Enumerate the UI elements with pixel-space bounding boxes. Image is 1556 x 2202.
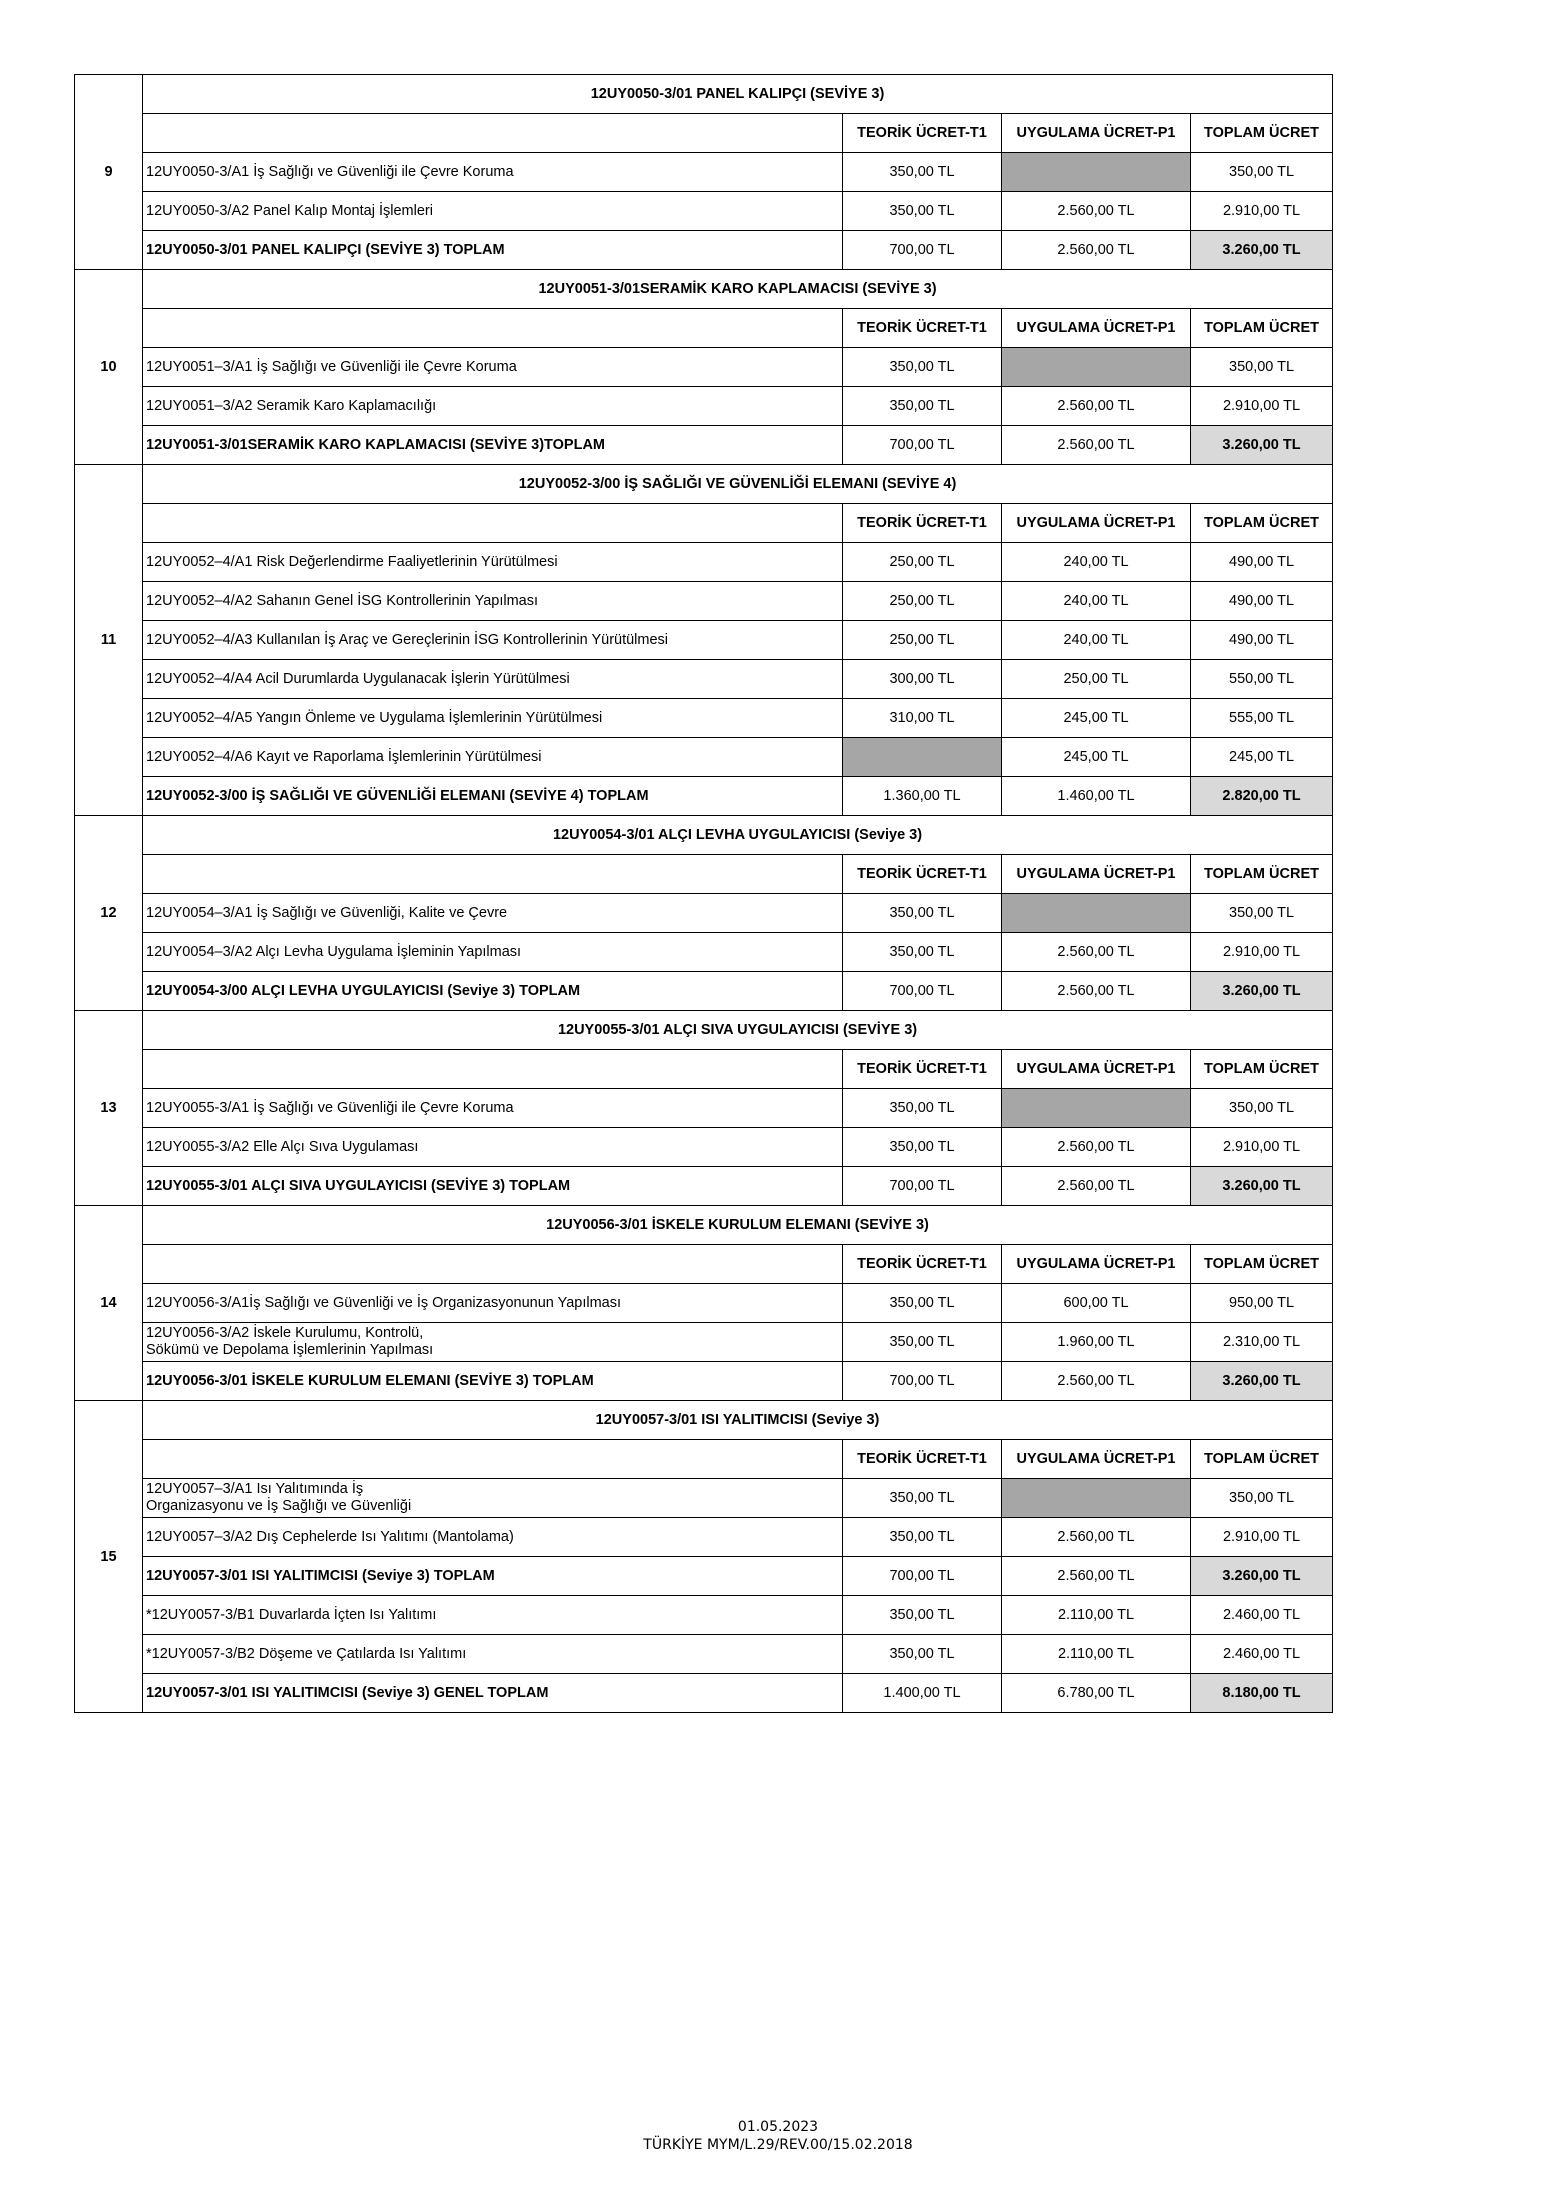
theory-fee-cell: 250,00 TL: [843, 543, 1002, 582]
unit-name: 12UY0057–3/A1 Isı Yalıtımında İş Organizasyonu ve İş Sağlığı ve Güvenliği: [143, 1479, 843, 1518]
practice-fee-cell: 2.560,00 TL: [1002, 387, 1191, 426]
unit-name: 12UY0055-3/A1 İş Sağlığı ve Güvenliği ile Çevre Koruma: [143, 1089, 843, 1128]
section-number: 14: [75, 1206, 143, 1401]
unit-name: 12UY0054-3/00 ALÇI LEVHA UYGULAYICISI (Seviye 3) TOPLAM: [143, 972, 843, 1011]
header-practice-fee: UYGULAMA ÜCRET-P1: [1002, 1440, 1191, 1479]
theory-fee-cell: 700,00 TL: [843, 1362, 1002, 1401]
total-fee-cell: 490,00 TL: [1191, 582, 1333, 621]
unit-row: [75, 738, 1333, 777]
section-title-row: [75, 1011, 1333, 1050]
total-fee-cell: 2.910,00 TL: [1191, 1518, 1333, 1557]
fee-table: [74, 74, 1333, 1713]
header-blank-cell: [143, 309, 843, 348]
unit-name: 12UY0051–3/A1 İş Sağlığı ve Güvenliği ile Çevre Koruma: [143, 348, 843, 387]
unit-name: 12UY0050-3/A2 Panel Kalıp Montaj İşlemleri: [143, 192, 843, 231]
footer-date: 01.05.2023: [737, 2119, 819, 2135]
unit-row: [75, 1479, 1333, 1518]
section-title: 12UY0050-3/01 PANEL KALIPÇI (SEVİYE 3): [143, 75, 1333, 114]
unit-name: 12UY0051–3/A2 Seramik Karo Kaplamacılığı: [143, 387, 843, 426]
total-fee-cell: 2.910,00 TL: [1191, 933, 1333, 972]
practice-fee-cell: [1002, 153, 1191, 192]
practice-fee-cell: 245,00 TL: [1002, 699, 1191, 738]
theory-fee-cell: 300,00 TL: [843, 660, 1002, 699]
unit-name: 12UY0054–3/A1 İş Sağlığı ve Güvenliği, Kalite ve Çevre: [143, 894, 843, 933]
practice-fee-cell: 250,00 TL: [1002, 660, 1191, 699]
unit-row: [75, 660, 1333, 699]
section-title-row: [75, 1401, 1333, 1440]
header-total-fee: TOPLAM ÜCRET: [1191, 1050, 1333, 1089]
total-row: [75, 426, 1333, 465]
total-row: [75, 1674, 1333, 1713]
section-title-row: [75, 465, 1333, 504]
section-title: 12UY0052-3/00 İŞ SAĞLIĞI VE GÜVENLİĞİ ELEMANI (SEVİYE 4): [143, 465, 1333, 504]
header-blank-cell: [143, 114, 843, 153]
theory-fee-cell: 250,00 TL: [843, 582, 1002, 621]
practice-fee-cell: [1002, 348, 1191, 387]
practice-fee-cell: [1002, 894, 1191, 933]
total-fee-cell: 350,00 TL: [1191, 348, 1333, 387]
theory-fee-cell: 310,00 TL: [843, 699, 1002, 738]
unit-name: 12UY0051-3/01SERAMİK KARO KAPLAMACISI (SEVİYE 3)TOPLAM: [143, 426, 843, 465]
practice-fee-cell: 2.560,00 TL: [1002, 1362, 1191, 1401]
header-total-fee: TOPLAM ÜCRET: [1191, 1440, 1333, 1479]
theory-fee-cell: 350,00 TL: [843, 933, 1002, 972]
header-practice-fee: UYGULAMA ÜCRET-P1: [1002, 504, 1191, 543]
unit-row: [75, 387, 1333, 426]
total-fee-cell: 350,00 TL: [1191, 153, 1333, 192]
unit-row: [75, 1089, 1333, 1128]
unit-name: 12UY0056-3/A1İş Sağlığı ve Güvenliği ve İş Organizasyonunun Yapılması: [143, 1284, 843, 1323]
theory-fee-cell: 350,00 TL: [843, 387, 1002, 426]
practice-fee-cell: 2.560,00 TL: [1002, 1167, 1191, 1206]
practice-fee-cell: 2.560,00 TL: [1002, 1128, 1191, 1167]
unit-row: [75, 894, 1333, 933]
total-row: [75, 1362, 1333, 1401]
footer-doc-code: TÜRKİYE MYM/L.29/REV.00/15.02.2018: [643, 2137, 913, 2153]
header-total-fee: TOPLAM ÜCRET: [1191, 504, 1333, 543]
unit-row: [75, 1596, 1333, 1635]
header-theory-fee: TEORİK ÜCRET-T1: [843, 1050, 1002, 1089]
header-blank-cell: [143, 1245, 843, 1284]
total-fee-cell: 2.910,00 TL: [1191, 1128, 1333, 1167]
practice-fee-cell: 240,00 TL: [1002, 582, 1191, 621]
header-practice-fee: UYGULAMA ÜCRET-P1: [1002, 855, 1191, 894]
total-row: [75, 777, 1333, 816]
practice-fee-cell: 2.560,00 TL: [1002, 1518, 1191, 1557]
header-practice-fee: UYGULAMA ÜCRET-P1: [1002, 1050, 1191, 1089]
practice-fee-cell: 600,00 TL: [1002, 1284, 1191, 1323]
total-fee-cell: 950,00 TL: [1191, 1284, 1333, 1323]
unit-row: [75, 1518, 1333, 1557]
total-fee-cell: 550,00 TL: [1191, 660, 1333, 699]
theory-fee-cell: 700,00 TL: [843, 1167, 1002, 1206]
unit-name: *12UY0057-3/B2 Döşeme ve Çatılarda Isı Yalıtımı: [143, 1635, 843, 1674]
practice-fee-cell: [1002, 1089, 1191, 1128]
practice-fee-cell: 2.560,00 TL: [1002, 1557, 1191, 1596]
unit-row: [75, 348, 1333, 387]
total-fee-cell: 3.260,00 TL: [1191, 972, 1333, 1011]
total-fee-cell: 2.310,00 TL: [1191, 1323, 1333, 1362]
practice-fee-cell: 2.560,00 TL: [1002, 933, 1191, 972]
column-header-row: [75, 1245, 1333, 1284]
section-title: 12UY0056-3/01 İSKELE KURULUM ELEMANI (SEVİYE 3): [143, 1206, 1333, 1245]
header-blank-cell: [143, 1050, 843, 1089]
total-fee-cell: 350,00 TL: [1191, 1089, 1333, 1128]
total-fee-cell: 3.260,00 TL: [1191, 231, 1333, 270]
unit-name: 12UY0055-3/01 ALÇI SIVA UYGULAYICISI (SEVİYE 3) TOPLAM: [143, 1167, 843, 1206]
unit-name: 12UY0052–4/A2 Sahanın Genel İSG Kontrollerinin Yapılması: [143, 582, 843, 621]
unit-name: 12UY0052–4/A3 Kullanılan İş Araç ve Gereçlerinin İSG Kontrollerinin Yürütülmesi: [143, 621, 843, 660]
total-row: [75, 1167, 1333, 1206]
unit-name: 12UY0052–4/A5 Yangın Önleme ve Uygulama İşlemlerinin Yürütülmesi: [143, 699, 843, 738]
section-number: 13: [75, 1011, 143, 1206]
theory-fee-cell: 350,00 TL: [843, 1596, 1002, 1635]
unit-name: 12UY0056-3/A2 İskele Kurulumu, Kontrolü, Sökümü ve Depolama İşlemlerinin Yapılması: [143, 1323, 843, 1362]
practice-fee-cell: 2.560,00 TL: [1002, 192, 1191, 231]
unit-name: 12UY0057-3/01 ISI YALITIMCISI (Seviye 3) TOPLAM: [143, 1557, 843, 1596]
unit-row: [75, 543, 1333, 582]
unit-name: 12UY0052–4/A1 Risk Değerlendirme Faaliyetlerinin Yürütülmesi: [143, 543, 843, 582]
column-header-row: [75, 1050, 1333, 1089]
column-header-row: [75, 1440, 1333, 1479]
header-theory-fee: TEORİK ÜCRET-T1: [843, 309, 1002, 348]
total-row: [75, 1557, 1333, 1596]
theory-fee-cell: 350,00 TL: [843, 1323, 1002, 1362]
total-row: [75, 972, 1333, 1011]
header-theory-fee: TEORİK ÜCRET-T1: [843, 855, 1002, 894]
total-fee-cell: 2.460,00 TL: [1191, 1635, 1333, 1674]
practice-fee-cell: 6.780,00 TL: [1002, 1674, 1191, 1713]
unit-name: 12UY0055-3/A2 Elle Alçı Sıva Uygulaması: [143, 1128, 843, 1167]
total-fee-cell: 3.260,00 TL: [1191, 1557, 1333, 1596]
theory-fee-cell: 350,00 TL: [843, 894, 1002, 933]
unit-row: [75, 582, 1333, 621]
total-fee-cell: 8.180,00 TL: [1191, 1674, 1333, 1713]
unit-name: 12UY0054–3/A2 Alçı Levha Uygulama İşleminin Yapılması: [143, 933, 843, 972]
total-row: [75, 231, 1333, 270]
total-fee-cell: 350,00 TL: [1191, 1479, 1333, 1518]
total-fee-cell: 2.910,00 TL: [1191, 387, 1333, 426]
unit-name: 12UY0052-3/00 İŞ SAĞLIĞI VE GÜVENLİĞİ ELEMANI (SEVİYE 4) TOPLAM: [143, 777, 843, 816]
theory-fee-cell: 350,00 TL: [843, 1128, 1002, 1167]
total-fee-cell: 555,00 TL: [1191, 699, 1333, 738]
unit-name: 12UY0056-3/01 İSKELE KURULUM ELEMANI (SEVİYE 3) TOPLAM: [143, 1362, 843, 1401]
theory-fee-cell: 350,00 TL: [843, 1284, 1002, 1323]
header-practice-fee: UYGULAMA ÜCRET-P1: [1002, 114, 1191, 153]
theory-fee-cell: 1.360,00 TL: [843, 777, 1002, 816]
unit-name: 12UY0052–4/A6 Kayıt ve Raporlama İşlemlerinin Yürütülmesi: [143, 738, 843, 777]
section-title-row: [75, 816, 1333, 855]
practice-fee-cell: [1002, 1479, 1191, 1518]
practice-fee-cell: 240,00 TL: [1002, 543, 1191, 582]
total-fee-cell: 2.820,00 TL: [1191, 777, 1333, 816]
unit-name: 12UY0057-3/01 ISI YALITIMCISI (Seviye 3) GENEL TOPLAM: [143, 1674, 843, 1713]
section-title: 12UY0055-3/01 ALÇI SIVA UYGULAYICISI (SEVİYE 3): [143, 1011, 1333, 1050]
theory-fee-cell: 700,00 TL: [843, 972, 1002, 1011]
theory-fee-cell: 700,00 TL: [843, 231, 1002, 270]
column-header-row: [75, 309, 1333, 348]
unit-name: 12UY0052–4/A4 Acil Durumlarda Uygulanacak İşlerin Yürütülmesi: [143, 660, 843, 699]
total-fee-cell: 245,00 TL: [1191, 738, 1333, 777]
header-theory-fee: TEORİK ÜCRET-T1: [843, 504, 1002, 543]
section-title: 12UY0057-3/01 ISI YALITIMCISI (Seviye 3): [143, 1401, 1333, 1440]
unit-row: [75, 1128, 1333, 1167]
section-title-row: [75, 270, 1333, 309]
unit-row: [75, 1323, 1333, 1362]
theory-fee-cell: 250,00 TL: [843, 621, 1002, 660]
header-total-fee: TOPLAM ÜCRET: [1191, 855, 1333, 894]
practice-fee-cell: 2.560,00 TL: [1002, 426, 1191, 465]
unit-name: 12UY0050-3/A1 İş Sağlığı ve Güvenliği ile Çevre Koruma: [143, 153, 843, 192]
theory-fee-cell: 350,00 TL: [843, 348, 1002, 387]
unit-row: [75, 933, 1333, 972]
total-fee-cell: 2.460,00 TL: [1191, 1596, 1333, 1635]
header-total-fee: TOPLAM ÜCRET: [1191, 114, 1333, 153]
section-title: 12UY0051-3/01SERAMİK KARO KAPLAMACISI (SEVİYE 3): [143, 270, 1333, 309]
theory-fee-cell: [843, 738, 1002, 777]
practice-fee-cell: 2.560,00 TL: [1002, 972, 1191, 1011]
theory-fee-cell: 350,00 TL: [843, 153, 1002, 192]
header-theory-fee: TEORİK ÜCRET-T1: [843, 1440, 1002, 1479]
section-number: 15: [75, 1401, 143, 1713]
total-fee-cell: 3.260,00 TL: [1191, 1362, 1333, 1401]
practice-fee-cell: 245,00 TL: [1002, 738, 1191, 777]
header-blank-cell: [143, 855, 843, 894]
theory-fee-cell: 350,00 TL: [843, 192, 1002, 231]
unit-row: [75, 153, 1333, 192]
section-number: 11: [75, 465, 143, 816]
section-number: 12: [75, 816, 143, 1011]
total-fee-cell: 350,00 TL: [1191, 894, 1333, 933]
practice-fee-cell: 240,00 TL: [1002, 621, 1191, 660]
header-practice-fee: UYGULAMA ÜCRET-P1: [1002, 1245, 1191, 1284]
theory-fee-cell: 700,00 TL: [843, 426, 1002, 465]
fee-table-body: [75, 75, 1333, 1713]
unit-row: [75, 621, 1333, 660]
theory-fee-cell: 1.400,00 TL: [843, 1674, 1002, 1713]
practice-fee-cell: 1.960,00 TL: [1002, 1323, 1191, 1362]
section-title: 12UY0054-3/01 ALÇI LEVHA UYGULAYICISI (Seviye 3): [143, 816, 1333, 855]
total-fee-cell: 490,00 TL: [1191, 621, 1333, 660]
theory-fee-cell: 700,00 TL: [843, 1557, 1002, 1596]
practice-fee-cell: 2.560,00 TL: [1002, 231, 1191, 270]
theory-fee-cell: 350,00 TL: [843, 1089, 1002, 1128]
header-practice-fee: UYGULAMA ÜCRET-P1: [1002, 309, 1191, 348]
practice-fee-cell: 2.110,00 TL: [1002, 1596, 1191, 1635]
column-header-row: [75, 855, 1333, 894]
unit-name: *12UY0057-3/B1 Duvarlarda İçten Isı Yalıtımı: [143, 1596, 843, 1635]
total-fee-cell: 490,00 TL: [1191, 543, 1333, 582]
unit-row: [75, 699, 1333, 738]
header-theory-fee: TEORİK ÜCRET-T1: [843, 1245, 1002, 1284]
header-blank-cell: [143, 504, 843, 543]
unit-row: [75, 192, 1333, 231]
header-total-fee: TOPLAM ÜCRET: [1191, 1245, 1333, 1284]
practice-fee-cell: 1.460,00 TL: [1002, 777, 1191, 816]
unit-row: [75, 1284, 1333, 1323]
section-number: 9: [75, 75, 143, 270]
theory-fee-cell: 350,00 TL: [843, 1479, 1002, 1518]
section-title-row: [75, 75, 1333, 114]
header-theory-fee: TEORİK ÜCRET-T1: [843, 114, 1002, 153]
theory-fee-cell: 350,00 TL: [843, 1518, 1002, 1557]
theory-fee-cell: 350,00 TL: [843, 1635, 1002, 1674]
section-title-row: [75, 1206, 1333, 1245]
total-fee-cell: 3.260,00 TL: [1191, 426, 1333, 465]
total-fee-cell: 2.910,00 TL: [1191, 192, 1333, 231]
unit-name: 12UY0050-3/01 PANEL KALIPÇI (SEVİYE 3) TOPLAM: [143, 231, 843, 270]
unit-name: 12UY0057–3/A2 Dış Cephelerde Isı Yalıtımı (Mantolama): [143, 1518, 843, 1557]
unit-row: [75, 1635, 1333, 1674]
practice-fee-cell: 2.110,00 TL: [1002, 1635, 1191, 1674]
section-number: 10: [75, 270, 143, 465]
header-total-fee: TOPLAM ÜCRET: [1191, 309, 1333, 348]
column-header-row: [75, 504, 1333, 543]
column-header-row: [75, 114, 1333, 153]
total-fee-cell: 3.260,00 TL: [1191, 1167, 1333, 1206]
header-blank-cell: [143, 1440, 843, 1479]
